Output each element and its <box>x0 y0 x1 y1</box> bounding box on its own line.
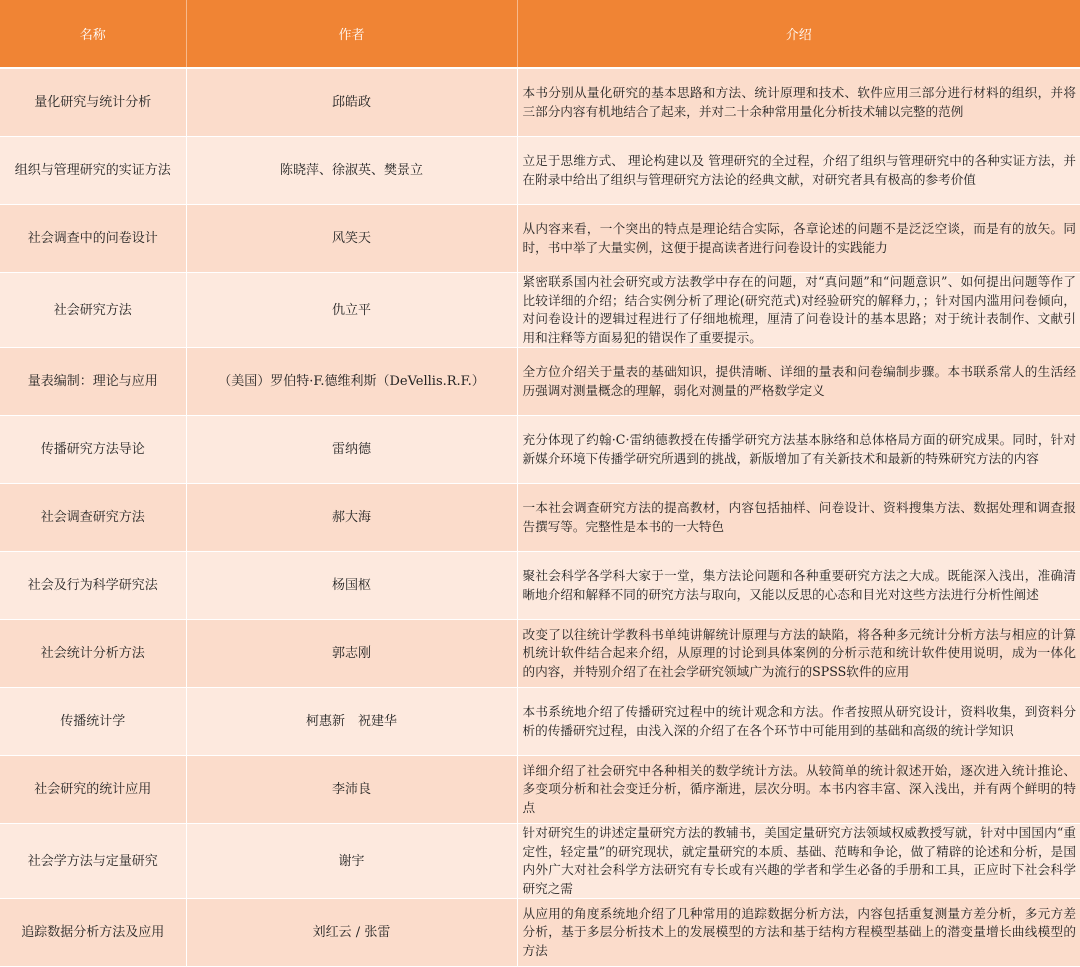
book-author: 柯惠新 祝建华 <box>186 688 517 756</box>
book-intro: 一本社会调查研究方法的提高教材，内容包括抽样、问卷设计、资料搜集方法、数据处理和调查报告撰写等。完整性是本书的一大特色 <box>517 484 1080 552</box>
book-author: 杨国枢 <box>186 552 517 620</box>
book-name: 社会调查中的问卷设计 <box>0 205 186 273</box>
header-intro: 介绍 <box>517 0 1080 68</box>
table-row <box>0 348 1080 416</box>
header-name: 名称 <box>0 0 186 68</box>
book-author: 邱皓政 <box>186 68 517 137</box>
table-row <box>0 273 1080 348</box>
book-author: 郝大海 <box>186 484 517 552</box>
book-name: 传播研究方法导论 <box>0 416 186 484</box>
book-intro: 全方位介绍关于量表的基础知识，提供清晰、详细的量表和问卷编制步骤。本书联系常人的生活经历强调对测量概念的理解，弱化对测量的严格数学定义 <box>517 348 1080 416</box>
book-author: 风笑天 <box>186 205 517 273</box>
book-intro: 从内容来看，一个突出的特点是理论结合实际，各章论述的问题不是泛泛空谈，而是有的放矢。同时，书中举了大量实例，这便于提高读者进行问卷设计的实践能力 <box>517 205 1080 273</box>
book-author: 谢宇 <box>186 824 517 899</box>
table-row <box>0 205 1080 273</box>
book-author: 陈晓萍、徐淑英、樊景立 <box>186 137 517 205</box>
book-author: （美国）罗伯特·F.德维利斯（DeVellis.R.F.） <box>186 348 517 416</box>
table-row <box>0 484 1080 552</box>
book-name: 社会及行为科学研究法 <box>0 552 186 620</box>
book-name: 社会研究的统计应用 <box>0 756 186 824</box>
table-row <box>0 756 1080 824</box>
book-intro: 本书系统地介绍了传播研究过程中的统计观念和方法。作者按照从研究设计，资料收集，到资料分析的传播研究过程，由浅入深的介绍了在各个环节中可能用到的基础和高级的统计学知识 <box>517 688 1080 756</box>
table-row <box>0 824 1080 899</box>
book-author: 李沛良 <box>186 756 517 824</box>
table-row <box>0 552 1080 620</box>
book-author: 刘红云 / 张雷 <box>186 899 517 967</box>
book-intro: 立足于思维方式、 理论构建以及 管理研究的全过程，介绍了组织与管理研究中的各种实证方法，并在附录中给出了组织与管理研究方法论的经典文献，对研究者具有极高的参考价值 <box>517 137 1080 205</box>
book-intro: 改变了以往统计学教科书单纯讲解统计原理与方法的缺陷，将各种多元统计分析方法与相应的计算机统计软件结合起来介绍，从原理的讨论到具体案例的分析示范和统计软件使用说明，成为一体化的内容，并特别介绍了在社会学研究领域广为流行的SPSS软件的应用 <box>517 620 1080 688</box>
table-row <box>0 137 1080 205</box>
table-row <box>0 688 1080 756</box>
book-author: 雷纳德 <box>186 416 517 484</box>
table-row <box>0 620 1080 688</box>
book-intro: 本书分别从量化研究的基本思路和方法、统计原理和技术、软件应用三部分进行材料的组织，并将三部分内容有机地结合了起来，并对二十余种常用量化分析技术辅以完整的范例 <box>517 68 1080 137</box>
book-intro: 详细介绍了社会研究中各种相关的数学统计方法。从较简单的统计叙述开始，逐次进入统计推论、多变项分析和社会变迁分析，循序渐进，层次分明。本书内容丰富、深入浅出，并有两个鲜明的特点 <box>517 756 1080 824</box>
header-author: 作者 <box>186 0 517 68</box>
book-author: 郭志刚 <box>186 620 517 688</box>
book-name: 量表编制：理论与应用 <box>0 348 186 416</box>
table-header-row <box>0 0 1080 68</box>
table-row <box>0 416 1080 484</box>
table-row <box>0 68 1080 137</box>
book-author: 仇立平 <box>186 273 517 348</box>
book-name: 社会研究方法 <box>0 273 186 348</box>
table-row <box>0 899 1080 967</box>
book-name: 量化研究与统计分析 <box>0 68 186 137</box>
book-intro: 聚社会科学各学科大家于一堂，集方法论问题和各种重要研究方法之大成。既能深入浅出，准确清晰地介绍和解释不同的研究方法与取向，又能以反思的心态和目光对这些方法进行分析性阐述 <box>517 552 1080 620</box>
book-name: 追踪数据分析方法及应用 <box>0 899 186 967</box>
book-intro: 紧密联系国内社会研究或方法教学中存在的问题，对“真问题”和“问题意识”、如何提出问题等作了比较详细的介绍；结合实例分析了理论(研究范式)对经验研究的解释力，；针对国内滥用问卷倾向，对问卷设计的逻辑过程进行了仔细地梳理，厘清了问卷设计的基本思路；对于统计表制作、文献引用和注释等方面易犯的错误作了重要提示。 <box>517 273 1080 348</box>
book-intro: 从应用的角度系统地介绍了几种常用的追踪数据分析方法，内容包括重复测量方差分析，多元方差分析，基于多层分析技术上的发展模型的方法和基于结构方程模型基础上的潜变量增长曲线模型的方法 <box>517 899 1080 967</box>
book-name: 社会学方法与定量研究 <box>0 824 186 899</box>
book-name: 社会调查研究方法 <box>0 484 186 552</box>
book-intro: 针对研究生的讲述定量研究方法的教辅书，美国定量研究方法领域权威教授写就，针对中国国内“重定性，轻定量”的研究现状，就定量研究的本质、基础、范畴和争论，做了精辟的论述和分析，是国内外广大对社会科学方法研究有专长或有兴趣的学者和学生必备的手册和工具，正应时下社会科学研究之需 <box>517 824 1080 899</box>
book-name: 组织与管理研究的实证方法 <box>0 137 186 205</box>
book-name: 传播统计学 <box>0 688 186 756</box>
book-name: 社会统计分析方法 <box>0 620 186 688</box>
book-intro: 充分体现了约翰·C·雷纳德教授在传播学研究方法基本脉络和总体格局方面的研究成果。同时，针对新媒介环境下传播学研究所遇到的挑战，新版增加了有关新技术和最新的特殊研究方法的内容 <box>517 416 1080 484</box>
